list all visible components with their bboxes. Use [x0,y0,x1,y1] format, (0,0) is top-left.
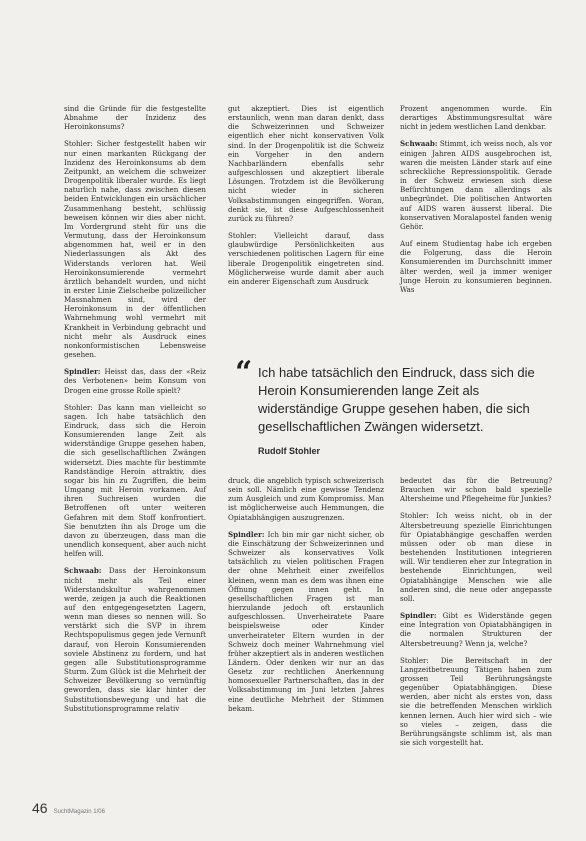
col3-paragraph-6 [400,611,552,648]
question-text: Heisst das, dass der «Reiz des Verbotenen» beim Konsum von Drogen eine grosse Rolle spielt? [64,367,206,395]
col3-paragraph-5: Stohler: Ich weiss nicht, ob in der Altersbetreuung spezielle Einrichtungen für Opiatabhängige geschaffen werden müssen oder ob man diese in bestehenden Institutionen integrieren will. Wir tendieren eher zur Integration in bestehende Einrichtungen, weil Opiatabhängige Menschen wie alle anderen sind, die neue oder angepasste soll. [400,511,552,603]
quote-mark-icon: “ [235,355,253,390]
column-1 [64,104,206,713]
col2-paragraph-1: gut akzeptiert. Dies ist eigentlich erstaunlich, wenn man daran denkt, dass die Schweizerinnen und Schweizer eigentlich eher nicht konservativen Volk sind. In der Drogenpolitik ist die Schweiz ein Vorgeher in den andern Nachbarländern ebenfalls sehr aufgeschlossen und akzeptiert liberale Lösungen. Trotzdem ist die Bevölkerung nicht wieder in sicheren Volksabstimmungen eingegriffen. Woran, denkt sie, ist diese Aufgeschlossenheit zurück zu führen? [228,104,384,223]
footer-publication: SuchtMagazin 1/06 [53,809,105,815]
col1-paragraph-5 [64,566,206,713]
col3-paragraph-4: bedeutet das für die Betreuung? Brauchen wir schon bald spezielle Altersheime und Pflegeheime für Junkies? [400,476,552,504]
body-text: Ich bin mir gar nicht sicher, ob die Einschätzung der Schweizerinnen und Schweizer als konservatives Volk tatsächlich zu vielen politischen Fragen der ohne Mehrheit einer zweifellos kleinen, wenn man es dem was ihnen eine Öffnung gegen innen geht. In gesellschaftlichen Fragen ist man hierzulande jedoch oft erstaunlich aufgeschlossen. Unverheiratete Paare beispielsweise oder Kinder unverheirateter Eltern wurden in der Schweiz doch meiner Wahrnehmung viel früher akzeptiert als in anderen westlichen Ländern. Oder denken wir nur an das Gesetz zur rechtlichen Anerkennung homosexueller Partnerschaften, das in der Volksabstimmung im Juni letzten Jahres eine deutliche Mehrheit der Stimmen bekam. [228,529,384,713]
col1-paragraph-1: sind die Gründe für die festgestellte Abnahme der Inzidenz des Heroinkonsums? [64,104,206,132]
column-3-upper [400,104,552,294]
col1-paragraph-4: Stohler: Das kann man vielleicht so sagen. Ich habe tatsächlich den Eindruck, dass sich die Heroin Konsumierenden lange Zeit als widerständige Gruppe gesehen haben, die sich gesellschaftlichen Zwängen widersetzt. Dies machte für bestimmte Randständige Heroin attraktiv, dies sogar bis hin zu Zugriffen, die beim Umgang mit Heroin vorkamen. Auf ihren Suchreisen wurden die Betroffenen oft unter weiteren Gefahren mit dem Stoff konfrontiert. Sie benutzten ihn als Droge um die davon zu überzeugen, dass man die unendlich konsequent, aber auch nicht helfen will. [64,402,206,559]
column-2-lower [228,476,384,713]
col2-paragraph-2: Stohler: Vielleicht darauf, dass glaubwürdige Persönlichkeiten aus verschiedenen politischen Lagern für eine liberale Drogenpolitik eingetreten sind. Möglicherweise wurde damit aber auch ein anderer Eigenschaft zum Ausdruck [228,231,384,286]
col3-paragraph-7: Stohler: Die Bereitschaft in der Langzeitbetreuung Tätigen haben zum grossen Teil Berührungsängste gegenüber Opiatabhängigen. Diese werden, aber nicht als erstes von, dass sie die betreffenden Menschen wirklich kennen lernen. Auch hier wird sich – wie so vieles – zeigen, dass die Berührungsängste schlimm ist, als man sie sich vorgestellt hat. [400,655,552,748]
speaker-label: Schwaab: [64,566,102,576]
page-number: 46 [32,800,48,816]
column-3-lower [400,476,552,747]
col1-paragraph-2: Stohler: Sicher festgestellt haben wir nur einen markanten Rückgang der Inzidenz des Heroinkonsums ab dem Zeitpunkt, an welchem die schweizer Drogenpolitik liberaler wurde. Es liegt naturlich nahe, dass zwischen diesen beiden Entwicklungen ein ursächlicher Zusammenhang besteht, schlüssig beweisen können wir dies aber nicht. Im Vordergrund steht für uns die Vermutung, dass der Heroinkonsum abgenommen hat, weil er in den Niederlassungen als Akt des Widerstands verloren hat. Weil Heroinkonsumierende vermehrt ärztlich behandelt wurden, und nicht in erster Linie Zielscheibe polizeilicher Massnahmen sind, wird der Heroinkonsum in der öffentlichen Wahrnehmung wohl vermehrt mit Krankheit in Verbindung gebracht und nicht mehr als Ausdruck eines nonkonformistischen Lebensweise gesehen. [64,139,206,360]
body-text: Dass der Heroinkonsum nicht mehr als Teil einer Widerstandskultur wahrgenommen werde, zeigen ja auch die Reaktionen auf den entgegengesetzten Lagern, wenn man dieses so nennen will. So verstärkt sich die SVP in ihrem Rechtspopulismus gegen jede Vernunft darauf, von Heroin Konsumierenden soviele Abstinenz zu fordern, und hat gegen alle Substitutionsprogramme Sturm. Zum Glück ist die Mehrheit der Schweizer Bevölkerung so vernünftig geworden, dass sie klar hinter der Substitutionsbewegung und hat die Substitutionsprogramme relativ [64,566,206,713]
col2-paragraph-3: druck, die angeblich typisch schweizerisch sein soll. Nämlich eine gewisse Tendenz zum Ausgleich und zum Kompromiss. Man ist möglicherweise auch Hemmungen, die Opiatabhängigen auszugrenzen. [228,476,384,522]
col2-paragraph-4 [228,530,384,713]
col3-paragraph-1: Prozent angenommen wurde. Ein derartiges Abstimmungsresultat wäre nicht in jedem westlichen Land denkbar. [400,104,552,132]
speaker-label: Schwaab: [400,139,438,149]
column-2-upper [228,104,384,286]
body-text: Stimmt, ich weiss noch, als vor einigen Jahren AIDS ausgebrochen ist, waren die meisten Länder stark auf eine schreckliche Repressionspolitik. Gerade in der Schweiz erwiesen sich diese Befürchtungen dann allerdings als unbegründet. Die politischen Antworten auf AIDS waren äusserst liberal. Die konservativen Moralapostel fanden wenig Gehör. [400,139,552,231]
speaker-label: Spindler: [400,611,437,621]
col3-paragraph-3: Auf einem Studientag habe ich ergeben die Folgerung, dass die Heroin Konsumierenden im Durchschnitt immer älter werden, weil ja immer weniger Junge Heroin zu konsumieren beginnen. Was [400,239,552,294]
page-footer [32,800,105,814]
question-text: Gibt es Widerstände gegen eine Integration von Opiatabhängigen in die normalen Strukturen der Altersbetreuung? Wenn ja, welche? [400,611,552,648]
pull-quote-text: Ich habe tatsächlich den Eindruck, dass sich die Heroin Konsumierenden lange Zeit als widerständige Gruppe gesehen haben, die sich gesellschaftlichen Zwängen widersetzt. [258,365,535,434]
speaker-label: Spindler: [64,367,101,377]
pull-quote-author: Rudolf Stohler [258,446,320,456]
speaker-label: Spindler: [228,529,265,539]
col3-paragraph-2 [400,139,552,231]
col1-paragraph-3 [64,367,206,394]
